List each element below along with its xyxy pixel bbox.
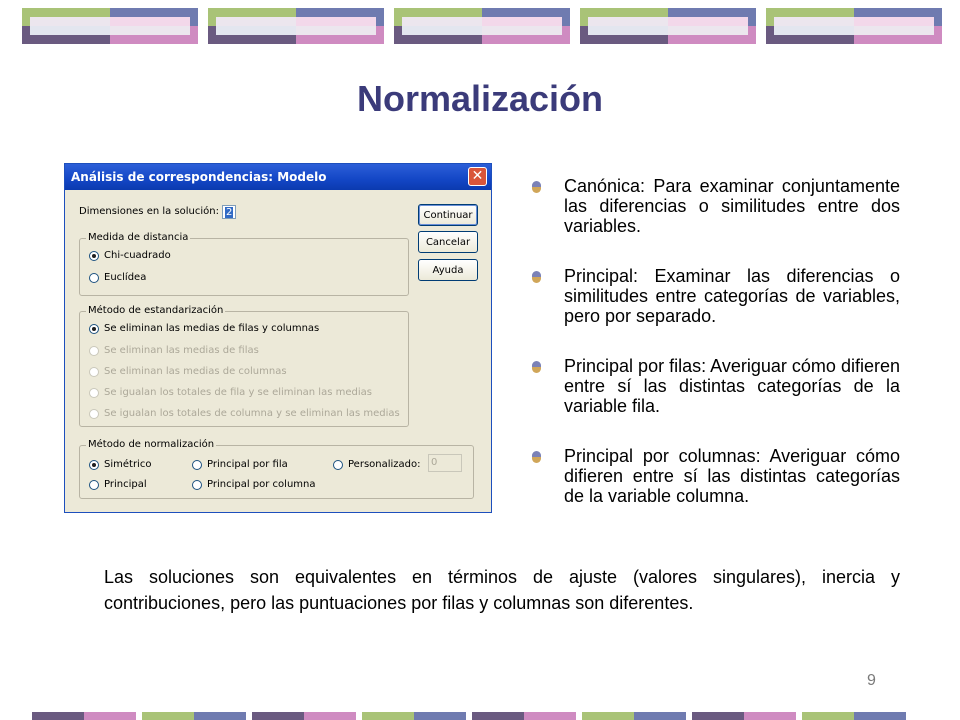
bullet-item <box>532 266 900 326</box>
radio-label: Se eliminan las medias de filas y columnas <box>104 323 320 334</box>
radio-label: Se igualan los totales de columna y se eliminan las medias <box>104 408 400 419</box>
radio-std-row-totals <box>89 387 372 398</box>
page-number: 9 <box>867 672 876 689</box>
band-block <box>802 712 906 720</box>
bullet-text: Canónica: Para examinar conjuntamente las diferencias o similitudes entre dos variables. <box>564 176 900 236</box>
normalization-legend: Método de normalización <box>88 439 215 450</box>
band-block <box>580 8 756 44</box>
radio-std-cols <box>89 366 287 377</box>
correspondence-model-dialog <box>64 163 492 513</box>
radio-principal[interactable] <box>89 479 147 490</box>
help-button[interactable]: Ayuda <box>418 259 478 281</box>
dimensions-label: Dimensiones en la solución: <box>79 206 219 217</box>
band-block <box>142 712 246 720</box>
radio-label: Euclídea <box>104 272 147 283</box>
bullet-item <box>532 446 900 506</box>
radio-label: Simétrico <box>104 459 152 470</box>
radio-selected-icon <box>89 324 99 334</box>
band-block <box>692 712 796 720</box>
radio-label: Chi-cuadrado <box>104 250 171 261</box>
radio-icon <box>89 480 99 490</box>
bullet-icon <box>532 271 541 283</box>
band-block <box>22 8 198 44</box>
radio-custom[interactable] <box>333 459 421 470</box>
radio-chi-square[interactable] <box>89 250 171 261</box>
bullet-icon <box>532 361 541 373</box>
radio-principal-row[interactable] <box>192 459 288 470</box>
radio-icon <box>89 388 99 398</box>
radio-std-rows <box>89 345 259 356</box>
radio-icon <box>192 480 202 490</box>
bullet-list <box>532 176 900 536</box>
bullet-text: Principal por filas: Averiguar cómo difieren entre sí las distintas categorías de la variable fila. <box>564 356 900 416</box>
band-block <box>582 712 686 720</box>
dimensions-value: 2 <box>226 207 233 218</box>
radio-std-col-totals <box>89 408 400 419</box>
custom-value-input[interactable]: 0 <box>428 454 462 472</box>
radio-icon <box>89 367 99 377</box>
radio-label: Se igualan los totales de fila y se eliminan las medias <box>104 387 372 398</box>
bullet-item <box>532 176 900 236</box>
bullet-text: Principal por columnas: Averiguar cómo difieren entre sí las distintas categorías de la variable columna. <box>564 446 900 506</box>
distance-legend: Medida de distancia <box>88 232 189 243</box>
close-icon[interactable]: ✕ <box>468 167 487 186</box>
bullet-item <box>532 356 900 416</box>
continue-button[interactable]: Continuar <box>418 204 478 226</box>
band-block <box>252 712 356 720</box>
radio-label: Principal por columna <box>207 479 316 490</box>
radio-selected-icon <box>89 460 99 470</box>
radio-icon <box>89 273 99 283</box>
distance-group <box>79 232 409 296</box>
slide-title: Normalización <box>356 78 604 119</box>
radio-icon <box>89 409 99 419</box>
normalization-group <box>79 439 474 499</box>
radio-label: Personalizado: <box>348 459 421 470</box>
band-block <box>362 712 466 720</box>
radio-icon <box>333 460 343 470</box>
band-block <box>32 712 136 720</box>
dimensions-input[interactable] <box>222 205 236 219</box>
band-block <box>766 8 942 44</box>
radio-selected-icon <box>89 251 99 261</box>
radio-icon <box>192 460 202 470</box>
radio-std-rows-cols[interactable] <box>89 323 319 334</box>
bullet-icon <box>532 181 541 193</box>
radio-label: Se eliminan las medias de columnas <box>104 366 287 377</box>
top-decorative-band <box>22 8 942 44</box>
bullet-text: Principal: Examinar las diferencias o similitudes entre categorías de variables, pero por separado. <box>564 266 900 326</box>
summary-text: Las soluciones son equivalentes en términos de ajuste (valores singulares), inercia y contribuciones, pero las puntuaciones por filas y columnas son diferentes. <box>104 567 900 613</box>
dialog-titlebar <box>65 164 491 190</box>
bullet-icon <box>532 451 541 463</box>
band-block <box>394 8 570 44</box>
standardization-legend: Método de estandarización <box>88 305 224 316</box>
band-block <box>208 8 384 44</box>
dialog-title: Análisis de correspondencias: Modelo <box>71 170 327 184</box>
radio-euclidean[interactable] <box>89 272 146 283</box>
radio-icon <box>89 346 99 356</box>
radio-label: Se eliminan las medias de filas <box>104 345 259 356</box>
band-block <box>472 712 576 720</box>
cancel-button[interactable]: Cancelar <box>418 231 478 253</box>
radio-label: Principal <box>104 479 147 490</box>
bottom-decorative-band <box>32 712 960 720</box>
radio-principal-column[interactable] <box>192 479 316 490</box>
radio-label: Principal por fila <box>207 459 288 470</box>
radio-symmetric[interactable] <box>89 459 151 470</box>
